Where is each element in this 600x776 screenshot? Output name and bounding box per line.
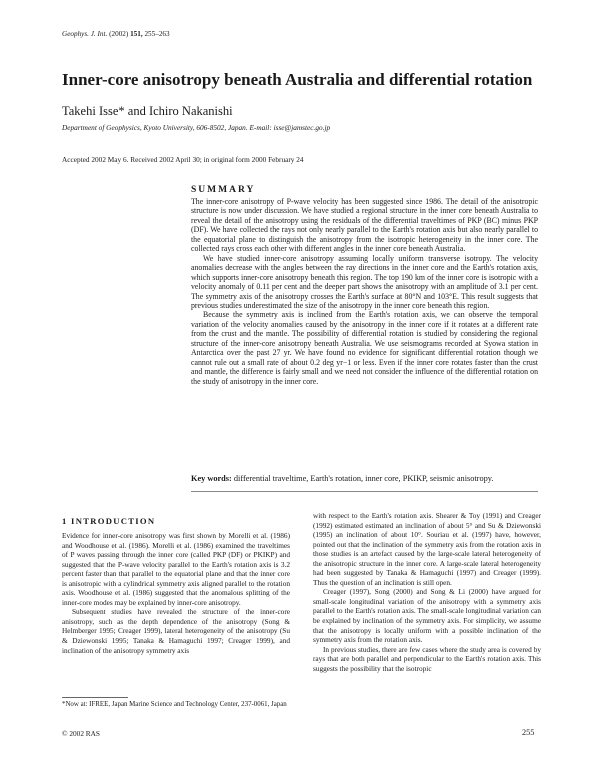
paper-title: Inner-core anisotropy beneath Australia and differential rotation bbox=[62, 70, 533, 89]
summary-heading: SUMMARY bbox=[191, 185, 256, 195]
introduction-heading: 1 INTRODUCTION bbox=[62, 516, 156, 526]
body-paragraph: Subsequent studies have revealed the structure of the inner-core anisotropy, such as the depth dependence of the anisotropy (Song & Helmberger 1995; Creager 1999), lateral heterogeneity of the anisotropy (Su & Dziewonski 1995; Tanaka & Hamaguchi 1997; Creager 1999), and inclination of the anisotropy symmetry axis bbox=[62, 607, 290, 655]
body-paragraph: In previous studies, there are few cases where the study area is covered by rays that are both parallel and perpendicular to the Earth's rotation axis. This suggests the possibility that the isotropic bbox=[313, 644, 541, 673]
keywords bbox=[191, 474, 538, 483]
page-number: 255 bbox=[522, 728, 535, 737]
journal-name: Geophys. J. Int. bbox=[62, 30, 108, 38]
copyright: © 2002 RAS bbox=[62, 729, 100, 738]
summary-paragraph: We have studied inner-core anisotropy assuming locally uniform transverse isotropy. The velocity anomalies decrease with the angles between the ray directions in the inner core and the Earth's rotation axis, which supports inner-core anisotropy beneath this region. The top 190 km of the inner core is isotropic with a velocity anomaly of 0.11 per cent and the deeper part shows the anisotropy with an amplitude of 3.1 per cent. The symmetry axis of the anisotropy crosses the Earth's surface at 80°N and 103°E. This result suggests that previous studies underestimated the size of the anisotropy in the inner core beneath this region. bbox=[191, 253, 538, 310]
paper-authors: Takehi Isse* and Ichiro Nakanishi bbox=[62, 104, 233, 118]
author-affiliation: Department of Geophysics, Kyoto University, 606-8502, Japan. E-mail: isse@jamstec.go.jp bbox=[62, 123, 331, 132]
section-divider bbox=[191, 491, 538, 492]
right-column bbox=[313, 511, 541, 673]
journal-year: (2002) bbox=[109, 30, 129, 38]
body-paragraph: Creager (1997), Song (2000) and Song & Li (2000) have argued for small-scale longitudinal variation of the anisotropy with a symmetry axis parallel to the Earth's rotation axis. The small-scale longitudinal variation can be explained by inclination of the symmetry axis. For simplicity, we assume that the anisotropy is locally uniform with a possible inclination of the symmetry axis from the rotation axis. bbox=[313, 587, 541, 645]
journal-pages: 255–263 bbox=[144, 30, 170, 38]
submission-dates: Accepted 2002 May 6. Received 2002 April 30; in original form 2000 February 24 bbox=[62, 155, 304, 164]
body-paragraph: with respect to the Earth's rotation axis. Shearer & Toy (1991) and Creager (1992) estimated estimated an inclination of about 5° and Su & Dziewonski (1995) an inclination of about 10°. Souriau et al. (1997) have, however, pointed out that the inclination of the symmetry axis from the rotation axis in those studies is an artefact caused by the large-scale lateral heterogeneity of the anisotropic structure in the inner core. A large-scale lateral heterogeneity had been suggested by Tanaka & Hamaguchi (1997) and Creager (1999). Thus the question of an inclination is still open. bbox=[313, 511, 541, 587]
journal-volume: 151, bbox=[130, 30, 143, 38]
summary-paragraph: The inner-core anisotropy of P-wave velocity has been suggested since 1986. The detail of the anisotropic structure is now under discussion. We have studied a regional structure in the inner core beneath Australia to reveal the detail of the anisotropy using the residuals of the differential traveltimes of PKP (BC) minus PKP (DF). We have collected the rays not only nearly parallel to the Earth's rotation axis but also nearly parallel to the equatorial plane to distinguish the anisotropy from the isotropic heterogeneity in the inner core. The collected rays cross each other with different angles in the inner core beneath Australia. bbox=[191, 197, 538, 254]
keywords-text: differential traveltime, Earth's rotation, inner core, PKIKP, seismic anisotropy. bbox=[233, 474, 494, 483]
left-column bbox=[62, 531, 290, 655]
journal-citation bbox=[62, 30, 170, 38]
footnote-divider bbox=[62, 697, 128, 698]
footnote: *Now at: IFREE, Japan Marine Science and Technology Center, 237-0061, Japan bbox=[62, 701, 287, 708]
summary-paragraph: Because the symmetry axis is inclined from the Earth's rotation axis, we can observe the temporal variation of the velocity anomalies caused by the anisotropy in the inner core if it rotates at a different rate from the crust and the mantle. The possibility of differential rotation is studied by considering the regional structure of the inner-core anisotropy beneath Australia. We use seismograms recorded at Syowa station in Antarctica over the past 27 yr. We have found no evidence for significant differential rotation though we cannot rule out a small rate of about 0.2 deg yr−1 or less. Even if the inner core rotates faster than the crust and mantle, the difference is fairly small and we need not consider the influence of the differential rotation on the study of anisotropy in the inner core. bbox=[191, 310, 538, 386]
keywords-label: Key words: bbox=[191, 474, 232, 483]
summary-body bbox=[191, 197, 538, 386]
body-paragraph: Evidence for inner-core anisotropy was first shown by Morelli et al. (1986) and Woodhouse et al. (1986). Morelli et al. (1986) examined the traveltimes of P waves passing through the inner core (called PKP (DF) or PKIKP) and suggested that the P-wave velocity parallel to the Earth's rotation axis is 3.2 percent faster than that parallel to the equatorial plane and that the inner core is anisotropic with a cylindrical symmetry axis aligned parallel to the rotation axis. Woodhouse et al. (1986) suggested that the anomalous splitting of the inner-core modes may be explained by inner-core anisotropy. bbox=[62, 531, 290, 607]
